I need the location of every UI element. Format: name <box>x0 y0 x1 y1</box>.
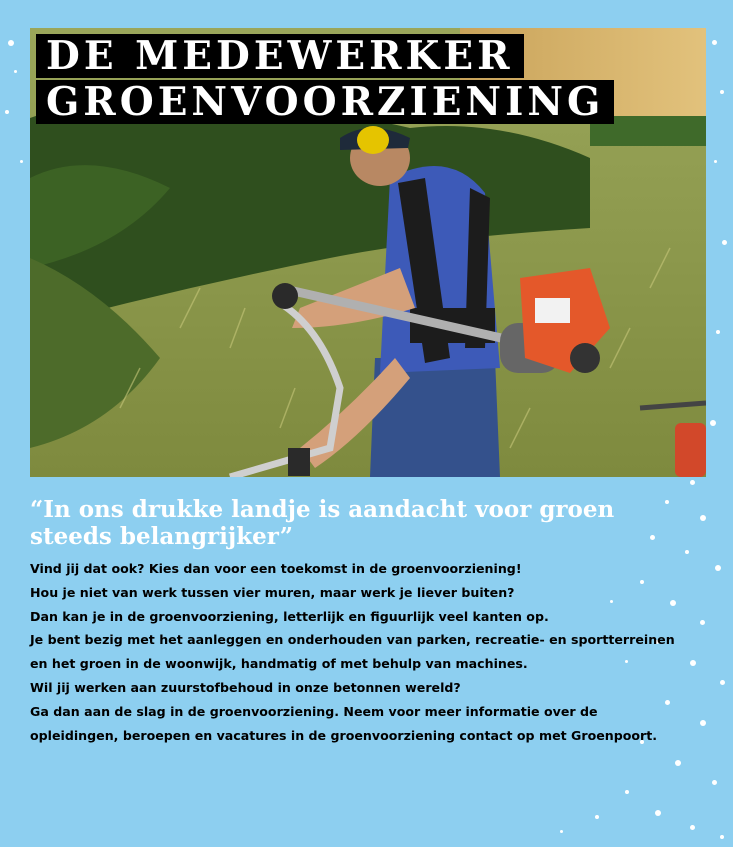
body-paragraph: Hou je niet van werk tussen vier muren, maar werk je liever buiten? <box>30 584 515 600</box>
body-paragraph: Vind jij dat ook? Kies dan voor een toekomst in de groenvoorziening! <box>30 561 522 576</box>
body-paragraph: Dan kan je in de groenvoorziening, letterlijk en figuurlijk veel kanten op. <box>30 608 549 624</box>
body-paragraph: Ga dan aan de slag in de groenvoorziening. Neem voor meer informatie over de opleidingen, beroepen en vacatures in de groenvoorziening contact op met Groenpoort. <box>30 703 658 743</box>
body-text <box>30 557 680 747</box>
title-line-1: DE MEDEWERKER <box>36 34 524 78</box>
body-paragraph: Je bent bezig met het aanleggen en onderhouden van parken, recreatie- en sportterreinen en het groen in de woonwijk, handmatig of met behulp van machines. <box>30 632 675 672</box>
title-line-2: GROENVOORZIENING <box>36 80 614 124</box>
body-paragraph: Wil jij werken aan zuurstofbehoud in onze betonnen wereld? <box>30 679 461 695</box>
pull-quote: “In ons drukke landje is aandacht voor groen steeds belangrijker” <box>30 496 615 550</box>
